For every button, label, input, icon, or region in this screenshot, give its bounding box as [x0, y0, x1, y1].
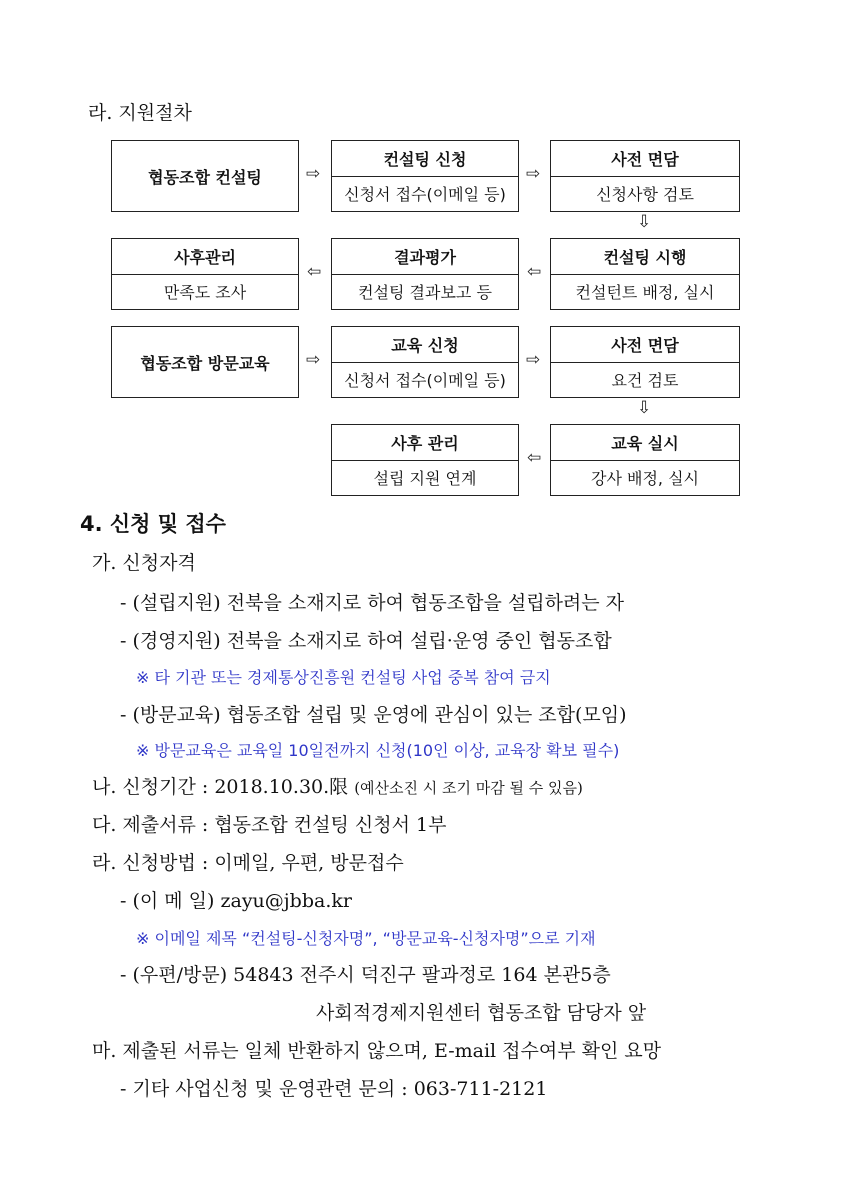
consulting-start-box: 협동조합 컨설팅 — [111, 140, 299, 212]
box-desc: 신청서 접수(이메일 등) — [344, 184, 506, 204]
application-method: 라. 신청방법 : 이메일, 우편, 방문접수 — [92, 852, 404, 874]
arrow-left-icon: ⇦ — [527, 262, 542, 282]
period-note: (예산소진 시 조기 마감 될 수 있음) — [354, 779, 583, 797]
arrow-right-icon: ⇨ — [306, 164, 321, 184]
box-title: 컨설팅 신청 — [332, 141, 518, 177]
box-desc: 신청사항 검토 — [596, 184, 694, 204]
box-title: 사후 관리 — [332, 425, 518, 461]
box-title: 사전 면담 — [551, 327, 739, 363]
application-period — [92, 772, 583, 799]
consulting-evaluation-box — [331, 238, 519, 310]
email-line — [120, 886, 352, 913]
consulting-interview-box — [550, 140, 740, 212]
email-label: - (이 메 일) — [120, 890, 215, 912]
education-interview-box — [550, 326, 740, 398]
consulting-aftercare-box — [111, 238, 299, 310]
eligibility-heading: 가. 신청자격 — [92, 552, 196, 574]
arrow-right-icon: ⇨ — [306, 350, 321, 370]
post-recipient: 사회적경제지원센터 협동조합 담당자 앞 — [316, 1002, 647, 1024]
arrow-left-icon: ⇦ — [527, 448, 542, 468]
documents-return-notice: 마. 제출된 서류는 일체 반환하지 않으며, E-mail 접수여부 확인 요망 — [92, 1040, 662, 1062]
box-desc: 요건 검토 — [611, 370, 679, 390]
arrow-down-icon: ⇩ — [637, 398, 652, 418]
arrow-down-icon: ⇩ — [637, 212, 652, 232]
box-desc: 만족도 조사 — [163, 282, 247, 302]
arrow-left-icon: ⇦ — [307, 262, 322, 282]
box-title: 사전 면담 — [551, 141, 739, 177]
eligibility-item: - (경영지원) 전북을 소재지로 하여 설립·운영 중인 협동조합 — [120, 630, 612, 652]
box-title: 사후관리 — [112, 239, 298, 275]
consulting-execution-box — [550, 238, 740, 310]
box-desc: 강사 배정, 실시 — [591, 468, 699, 488]
post-address: - (우편/방문) 54843 전주시 덕진구 팔과정로 164 본관5층 — [120, 964, 611, 986]
box-desc: 컨설팅 결과보고 등 — [358, 282, 492, 302]
procedure-heading: 라. 지원절차 — [88, 102, 192, 124]
contact-line: - 기타 사업신청 및 운영관련 문의 : 063-711-2121 — [120, 1078, 548, 1100]
eligibility-item: - (설립지원) 전북을 소재지로 하여 협동조합을 설립하려는 자 — [120, 592, 625, 614]
eligibility-note: ※ 타 기관 또는 경제통상진흥원 컨설팅 사업 중복 참여 금지 — [136, 668, 551, 687]
email-address[interactable]: zayu@jbba.kr — [220, 890, 352, 912]
box-title: 컨설팅 시행 — [551, 239, 739, 275]
email-note: ※ 이메일 제목 “컨설팅-신청자명”, “방문교육-신청자명”으로 기재 — [136, 929, 596, 948]
required-documents: 다. 제출서류 : 협동조합 컨설팅 신청서 1부 — [92, 814, 447, 836]
arrow-right-icon: ⇨ — [526, 164, 541, 184]
education-apply-box — [331, 326, 519, 398]
eligibility-item: - (방문교육) 협동조합 설립 및 운영에 관심이 있는 조합(모임) — [120, 704, 627, 726]
box-desc: 설립 지원 연계 — [373, 468, 477, 488]
period-text: 나. 신청기간 : 2018.10.30.限 — [92, 776, 349, 798]
education-execution-box — [550, 424, 740, 496]
education-aftercare-box — [331, 424, 519, 496]
section4-title: 4. 신청 및 접수 — [80, 512, 226, 536]
box-desc: 신청서 접수(이메일 등) — [344, 370, 506, 390]
box-title: 교육 신청 — [332, 327, 518, 363]
box-title: 결과평가 — [332, 239, 518, 275]
education-note: ※ 방문교육은 교육일 10일전까지 신청(10인 이상, 교육장 확보 필수) — [136, 741, 620, 760]
box-desc: 컨설턴트 배정, 실시 — [575, 282, 715, 302]
education-start-box: 협동조합 방문교육 — [111, 326, 299, 398]
consulting-apply-box — [331, 140, 519, 212]
box-title: 교육 실시 — [551, 425, 739, 461]
arrow-right-icon: ⇨ — [526, 350, 541, 370]
